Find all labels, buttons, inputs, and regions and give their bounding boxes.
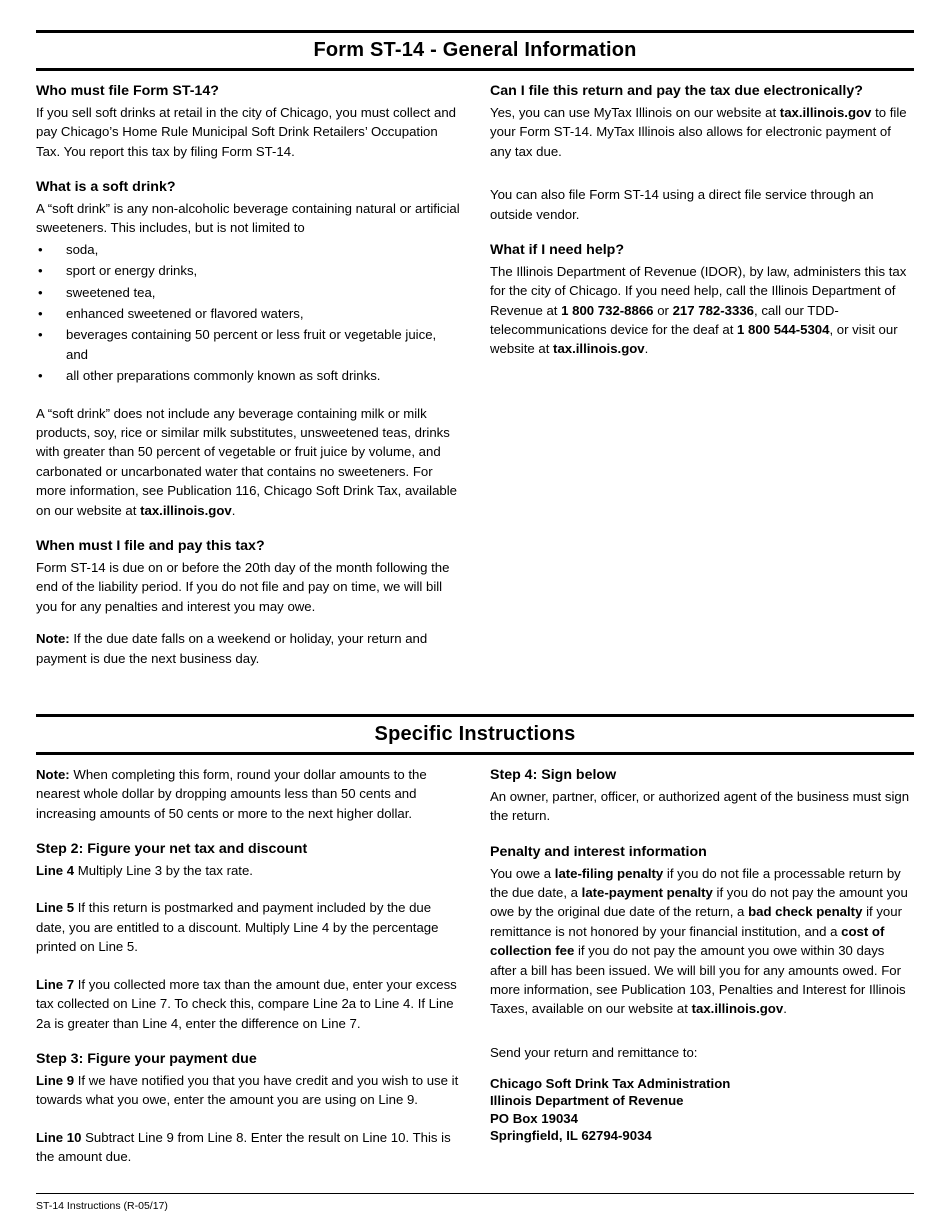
send-return-line: Send your return and remittance to: [490,1044,698,1060]
need-help-body [490,262,914,359]
line-5-body: If this return is postmarked and payment included by the due date, you are entitled to a discount. Multiply Line 4 by the percentage printed on Line 5. [36,900,439,955]
line-7-instruction [36,975,460,1033]
what-is-soft-drink-section [36,177,460,520]
step4-heading: Step 4: Sign below [490,766,617,783]
specific-right-column [490,765,914,1182]
general-information-banner [36,30,914,71]
need-help-text-b: or [653,302,673,318]
line-7-label: Line 7 [36,976,75,992]
electronic-filing-section [490,81,914,224]
address-line: Springfield, IL 62794-9034 [490,1127,652,1143]
what-is-soft-drink-heading: What is a soft drink? [36,179,176,196]
address-line: Illinois Department of Revenue [490,1093,684,1109]
bad-check-penalty-term: bad check penalty [748,904,863,920]
electronic-filing-heading: Can I file this return and pay the tax due electronically? [490,83,863,99]
note-body: If the due date falls on a weekend or holiday, your return and payment is due the next business day. [36,631,428,666]
who-must-file-heading: Who must file Form ST-14? [36,83,219,99]
penalty-interest-heading: Penalty and interest information [490,843,707,860]
banner-title-specific: Specific Instructions [374,722,576,745]
phone-number-primary[interactable]: 1 800 732-8866 [561,302,654,318]
step2-heading: Step 2: Figure your net tax and discount [36,841,308,858]
need-help-text-c: , call our TDD-telecommunications device for the deaf at [490,302,839,337]
late-payment-penalty-term: late-payment penalty [581,884,713,900]
cost-of-collection-fee-term: cost of collection fee [490,923,885,959]
who-must-file-body: If you sell soft drinks at retail in the city of Chicago, you must collect and pay Chicago’s Home Rule Municipal Soft Drink Retailers’ Occupation Tax. You report this tax by filing Form ST-14. [36,104,456,159]
rounding-note [36,765,460,823]
note-label: Note: [36,631,70,647]
need-help-text-end: . [644,341,649,357]
specific-instructions-columns [36,765,914,1182]
step3-heading: Step 3: Figure your payment due [36,1050,257,1067]
penalty-interest-section [490,842,914,1144]
line-10-instruction [36,1128,460,1167]
what-is-soft-drink-intro: A “soft drink” is any non-alcoholic beverage containing natural or artificial sweeteners. This includes, but is not limited to [36,200,460,236]
electronic-filing-text-a: Yes, you can use MyTax Illinois on our website at [490,104,780,120]
list-item: • sport or energy drinks, [36,261,460,280]
tax-website-link[interactable]: tax.illinois.gov [140,502,232,518]
phone-number-tdd[interactable]: 1 800 544-5304 [737,322,830,337]
general-left-column [36,81,460,684]
penalty-text-d: if your remittance is not honored by your financial institution, and a [490,904,902,939]
address-line: PO Box 19034 [490,1110,578,1126]
banner-title-general: Form ST-14 - General Information [313,39,637,61]
step2-section [36,839,460,1033]
note-body: When completing this form, round your dollar amounts to the nearest whole dollar by dropping amounts less than 50 cents and increasing amounts of 50 cents or more to the next higher dollar. [36,766,427,821]
list-item: • beverages containing 50 percent or less fruit or vegetable juice, and [36,325,460,364]
when-must-file-heading: When must I file and pay this tax? [36,538,265,555]
specific-instructions-banner [36,714,914,755]
penalty-text-a: You owe a [490,865,555,881]
general-information-columns [36,81,914,684]
footer-form-id: ST-14 Instructions (R-05/17) [36,1200,168,1212]
need-help-section [490,240,914,359]
need-help-heading: What if I need help? [490,241,624,258]
when-must-file-section [36,536,460,668]
banner-bottom-rule [36,68,914,71]
penalty-text-end: . [783,1001,787,1017]
need-help-text-d: , or visit our website at [490,322,898,357]
mailing-address [490,1075,914,1144]
line-9-body: If we have notified you that you have credit and you wish to use it towards what you owe, enter the amount you are using on Line 9. [36,1072,459,1108]
line-4-body: Multiply Line 3 by the tax rate. [74,863,253,879]
line-7-body: If you collected more tax than the amount due, enter your excess tax collected on Line 7. To check this, compare Line 2a to Line 4. If Line 2a is greater than Line 4, enter the difference on Line 7. [36,976,457,1031]
soft-drink-exclusions [36,404,460,520]
step4-body: An owner, partner, officer, or authorized agent of the business must sign the return. [490,788,910,824]
direct-file-body: You can also file Form ST-14 using a direct file service through an outside vendor. [490,187,874,222]
tax-website-link[interactable]: tax.illinois.gov [691,1001,784,1017]
late-filing-penalty-term: late-filing penalty [554,865,664,881]
penalty-interest-body [490,864,914,1019]
list-item: • sweetened tea, [36,283,460,302]
line-5-instruction [36,898,460,956]
when-must-file-body: Form ST-14 is due on or before the 20th day of the month following the end of the liability period. If you do not file and pay on time, we will bill you for any penalties and interest you may owe. [36,559,450,614]
line-9-instruction [36,1071,460,1110]
note-label: Note: [36,766,70,782]
soft-drink-exclusions-end: . [231,502,236,518]
line-9-label: Line 9 [36,1072,75,1088]
phone-number-secondary[interactable]: 217 782-3336 [672,302,754,318]
need-help-text-a: The Illinois Department of Revenue (IDOR), by law, administers this tax for the city of Chicago. If you need help, call the Illinois Department of Revenue at [490,263,907,318]
banner2-bottom-rule [36,752,914,755]
line-10-label: Line 10 [36,1129,82,1145]
footer-divider [36,1193,914,1194]
electronic-filing-body [490,103,914,161]
step3-section [36,1049,460,1167]
penalty-text-e: if you do not pay the amount you owe within 30 days after a bill has been issued. We will bill you for any amounts owed. For more information, see Publication 103, Penalties and Interest for Illinois Taxes, available on our website at [490,943,906,1017]
list-item: • soda, [36,240,460,259]
electronic-filing-text-b: to file your Form ST-14. MyTax Illinois also allows for electronic payment of any tax due. [490,104,907,159]
line-10-body: Subtract Line 9 from Line 8. Enter the result on Line 10. This is the amount due. [36,1129,451,1164]
tax-website-link[interactable]: tax.illinois.gov [779,104,872,120]
when-must-file-note [36,629,460,668]
who-must-file-section [36,81,460,161]
soft-drink-exclusions-text: A “soft drink” does not include any beverage containing milk or milk products, soy, rice or similar milk substitutes, unsweetened teas, drinks with greater than 50 percent of vegetable or fruit juice by volume, and carbonated or uncarbonated water that contains no sweeteners. For more information, see Publication 116, Chicago Soft Drink Tax, available on our website at [36,405,457,518]
soft-drink-list [36,240,460,386]
address-line: Chicago Soft Drink Tax Administration [490,1076,731,1092]
step4-section [490,765,914,826]
penalty-text-c: if you do not pay the amount you owe by the original due date of the return, a [490,884,908,920]
specific-left-column [36,765,460,1182]
list-item: • enhanced sweetened or flavored waters, [36,304,460,323]
tax-website-link[interactable]: tax.illinois.gov [553,341,645,357]
list-item: • all other preparations commonly known as soft drinks. [36,366,460,385]
line-4-label: Line 4 [36,863,75,879]
rounding-note-body [36,765,460,823]
penalty-text-b: if you do not file a processable return by the due date, a [490,865,901,900]
general-right-column [490,81,914,684]
line-5-label: Line 5 [36,900,75,916]
line-4-instruction [36,861,460,880]
